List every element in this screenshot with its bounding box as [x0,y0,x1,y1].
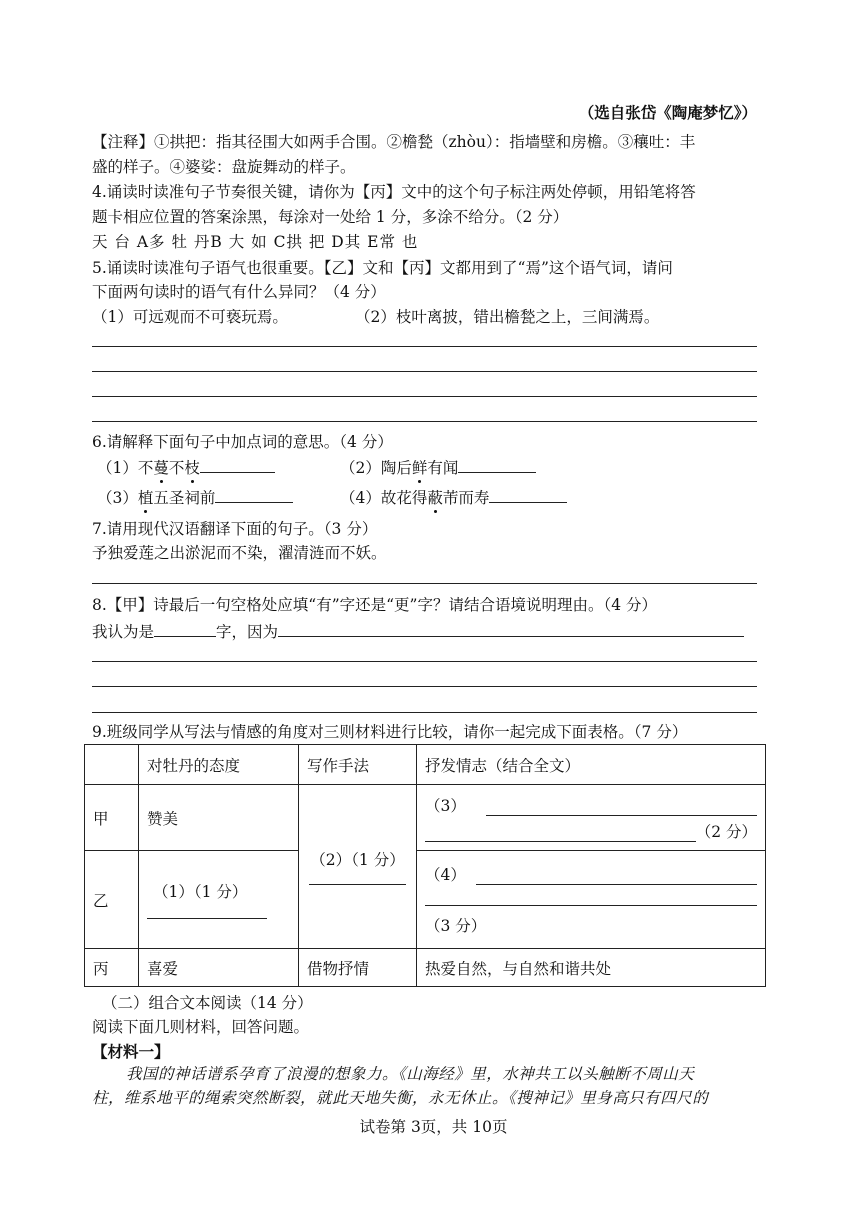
dotted-char: 植 [137,489,154,507]
q7-title: 7.请用现代汉语翻译下面的句子。（3 分） [92,520,378,538]
q8-blank-char[interactable] [154,621,216,637]
comparison-table [84,744,766,987]
method-cell: 借物抒情 [299,949,417,987]
row-label: 丙 [85,949,139,987]
q6-item-1: （1）不蔓不枝 [97,457,275,478]
q6-item-3: （3）植五圣祠前 [97,487,293,508]
method-merged-cell: （2）（1 分） [299,785,417,949]
answer-line[interactable] [92,371,757,372]
notes-line-1: 【注释】①拱把：指其径围大如两手合围。②檐甃（zhòu）：指墙壁和房檐。③穰吐：丰 [92,133,696,151]
answer-line[interactable] [92,712,757,713]
q8-answer: 我认为是 字，因为 [92,621,744,642]
method-blank[interactable] [309,884,406,885]
table-header-cell [85,745,139,785]
answer-line[interactable] [92,346,757,347]
dotted-char: 蔽 [427,489,443,507]
q4-line-1: 4.诵读时读准句子节奏很关键，请你为【丙】文中的这个句子标注两处停顿，用铅笔将答 [92,183,696,201]
dotted-char: 鲜 [411,459,428,477]
feeling-blank[interactable] [486,815,757,816]
q7-sentence: 予独爱莲之出淤泥而不染，濯清涟而不妖。 [92,544,387,562]
q6-title: 6.请解释下面句子中加点词的意思。（4 分） [92,433,393,451]
q5-item-1: （1）可远观而不可亵玩焉。 [92,308,288,326]
feeling-blank[interactable] [425,905,757,906]
material-label: 【材料一】 [92,1042,170,1061]
dotted-char: 蔓 [153,459,169,477]
page-footer: 试卷第 3页，共 10页 [359,1118,508,1136]
q6-item-2: （2）陶后鲜有闻 [340,457,536,478]
q6-blank-2[interactable] [458,457,536,473]
source-citation: （选自张岱《陶庵梦忆》） [578,103,757,122]
feeling-cell: 热爱自然，与自然和谐共处 [417,949,766,987]
q6-item-4: （4）故花得蔽芾而寿 [340,487,567,508]
feeling-blank[interactable] [425,841,696,842]
answer-line[interactable] [92,686,757,687]
q9-title: 9.班级同学从写法与情感的角度对三则材料进行比较，请你一起完成下面表格。（7 分） [92,723,688,741]
q6-blank-1[interactable] [200,457,275,473]
section-title: （二）组合文本阅读（14 分） [102,994,313,1012]
row-label: 甲 [85,785,139,851]
notes-line-2: 盛的样子。④婆娑：盘旋舞动的样子。 [92,158,356,176]
q8-title: 8.【甲】诗最后一句空格处应填“有”字还是“更”字？请结合语境说明理由。（4 分） [92,596,658,614]
table-header-cell: 抒发情志（结合全文） [417,745,766,785]
q8-blank-reason[interactable] [278,621,744,637]
attitude-cell: （1）（1 分） [139,851,299,949]
table-header-cell: 写作手法 [299,745,417,785]
answer-line[interactable] [92,421,757,422]
attitude-cell: 赞美 [139,785,299,851]
feeling-cell: （4） （3 分） [417,851,766,949]
table-row [85,851,766,949]
q4-line-2: 题卡相应位置的答案涂黑，每涂对一处给 1 分，多涂不给分。（2 分） [92,208,569,226]
feeling-cell: （3） （2 分） [417,785,766,851]
q5-line-1: 5.诵读时读准句子语气也很重要。【乙】文和【丙】文都用到了“焉”这个语气词，请问 [92,259,673,277]
q6-blank-4[interactable] [489,487,567,503]
material-paragraph-line-1: 我国的神话谱系孕育了浪漫的想象力。《山海经》里，水神共工以头触断不周山天 [126,1065,695,1083]
answer-line[interactable] [92,661,757,662]
q4-sentence: 天 台 A多 牡 丹B 大 如 C拱 把 D其 E常 也 [92,233,419,251]
section-instruction: 阅读下面几则材料，回答问题。 [92,1018,310,1036]
feeling-blank[interactable] [476,884,757,885]
dotted-char: 枝 [184,459,200,477]
attitude-blank[interactable] [147,918,267,919]
material-paragraph-line-2: 柱，维系地平的绳索突然断裂，就此天地失衡，永无休止。《搜神记》里身高只有四尺的 [92,1089,709,1107]
table-header-cell: 对牡丹的态度 [139,745,299,785]
answer-line[interactable] [92,583,757,584]
row-label: 乙 [85,851,139,949]
attitude-cell: 喜爱 [139,949,299,987]
answer-line[interactable] [92,396,757,397]
table-row [85,949,766,987]
q5-line-2: 下面两句读时的语气有什么异同？（4 分） [92,283,386,301]
table-row [85,785,766,851]
q6-blank-3[interactable] [215,487,293,503]
table-header-row [85,745,766,785]
q5-item-2: （2）枝叶离披，错出檐甃之上，三间满焉。 [355,308,660,326]
